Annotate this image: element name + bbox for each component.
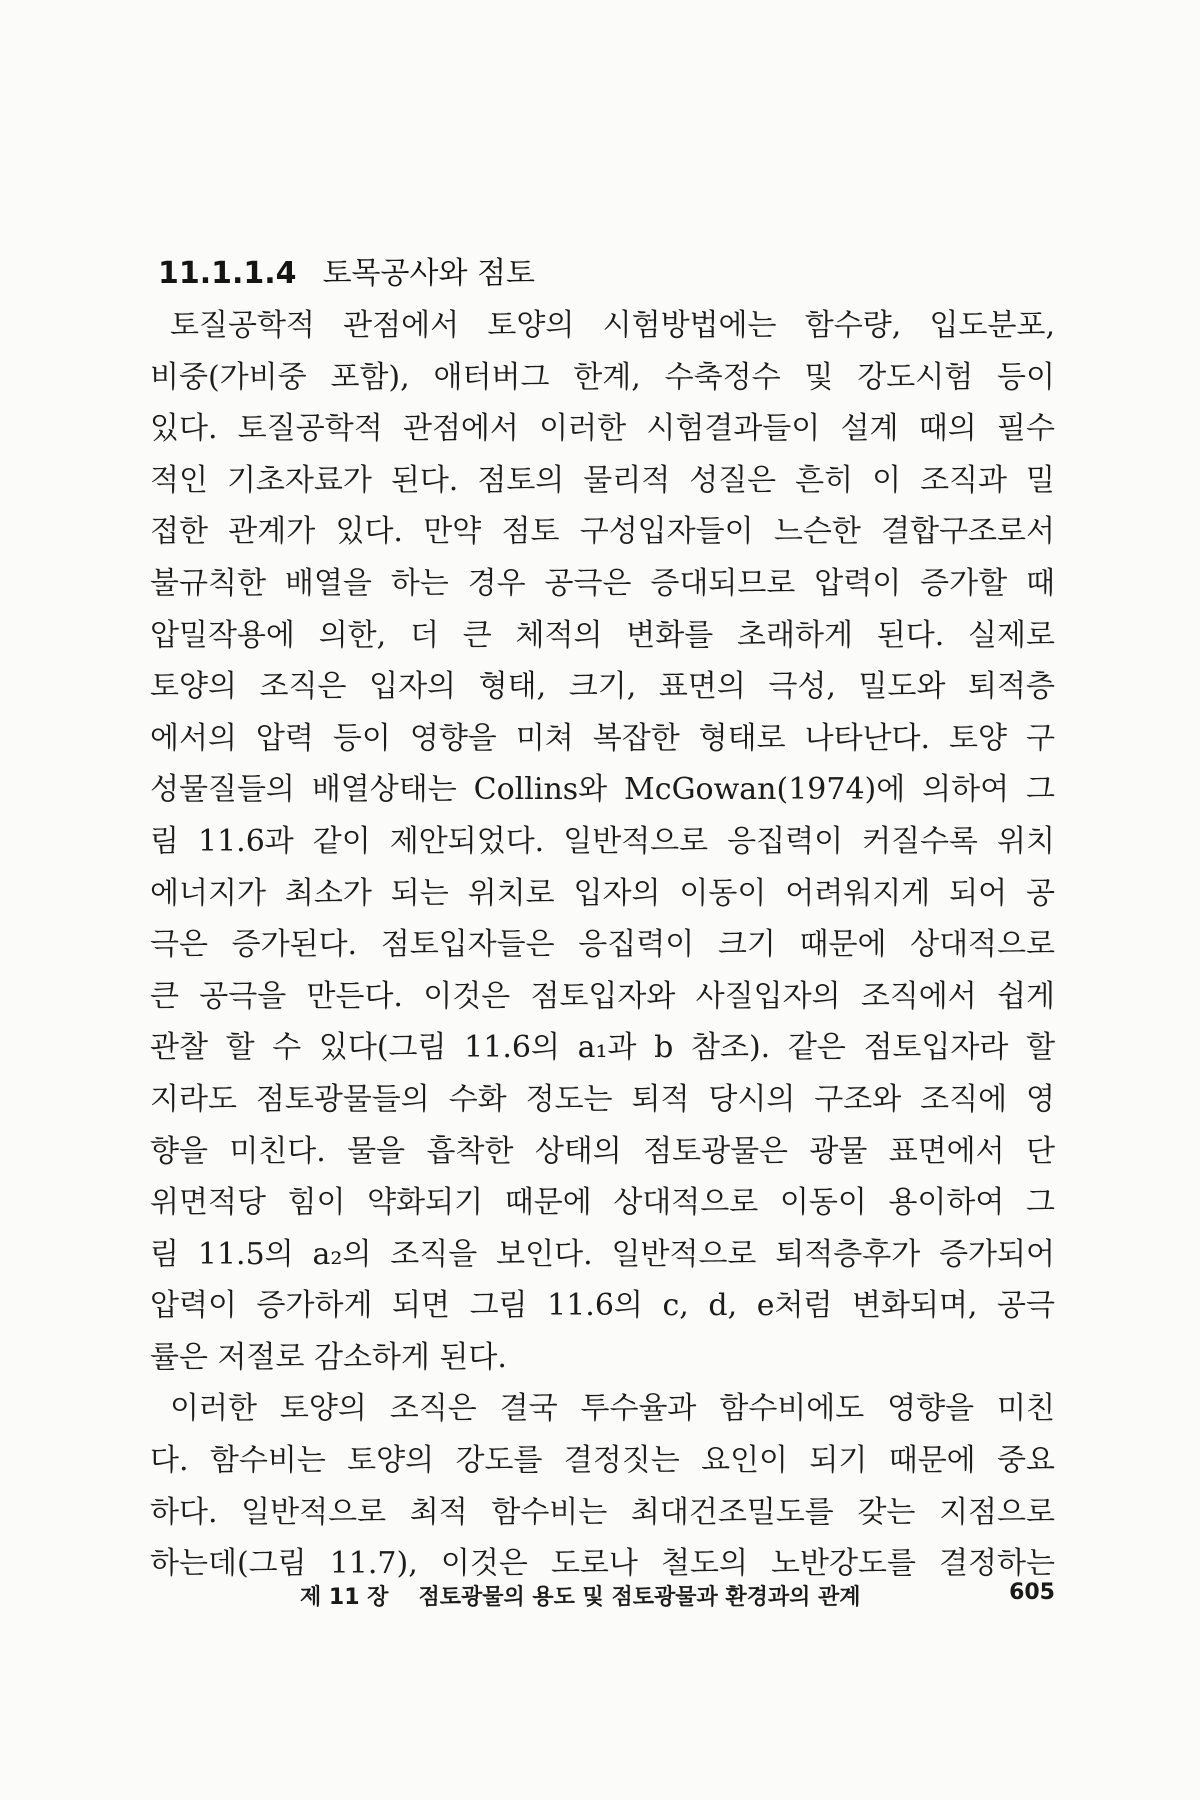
- text-line: 관찰 할 수 있다(그림 11.6의 a₁과 b 참조). 같은 점토입자라 할: [150, 1030, 1055, 1066]
- text-line: 접한 관계가 있다. 만약 점토 구성입자들이 느슨한 결합구조로서: [150, 514, 1055, 550]
- text-line: 극은 증가된다. 점토입자들은 응집력이 크기 때문에 상대적으로: [150, 927, 1055, 963]
- text-line: 림 11.6과 같이 제안되었다. 일반적으로 응집력이 커질수록 위치: [150, 823, 1055, 859]
- text-line: 다. 함수비는 토양의 강도를 결정짓는 요인이 되기 때문에 중요: [150, 1443, 1055, 1479]
- text-line: 률은 저절로 감소하게 된다.: [150, 1339, 507, 1375]
- text-line: 압력이 증가하게 되면 그림 11.6의 c, d, e처럼 변화되며, 공극: [150, 1288, 1055, 1324]
- text-line: 성물질들의 배열상태는 Collins와 McGowan(1974)에 의하여 그: [150, 772, 1055, 808]
- page-footer: [300, 1580, 1055, 1611]
- footer-chapter-title: 점토광물의 용도 및 점토광물과 환경과의 관계: [418, 1585, 861, 1610]
- text-line: 불규칙한 배열을 하는 경우 공극은 증대되므로 압력이 증가할 때: [150, 565, 1055, 601]
- text-line: 토양의 조직은 입자의 형태, 크기, 표면의 극성, 밀도와 퇴적층: [150, 669, 1055, 705]
- text-line: 에서의 압력 등이 영향을 미쳐 복잡한 형태로 나타난다. 토양 구: [150, 720, 1055, 756]
- text-line: 있다. 토질공학적 관점에서 이러한 시험결과들이 설계 때의 필수: [150, 411, 1055, 447]
- text-line: 비중(가비중 포함), 애터버그 한계, 수축정수 및 강도시험 등이: [150, 359, 1055, 395]
- page-number: 605: [1009, 1580, 1055, 1605]
- text-line: 하다. 일반적으로 최적 함수비는 최대건조밀도를 갖는 지점으로: [150, 1494, 1055, 1530]
- text-line: 위면적당 힘이 약화되기 때문에 상대적으로 이동이 용이하여 그: [150, 1185, 1055, 1221]
- text-line: 적인 기초자료가 된다. 점토의 물리적 성질은 흔히 이 조직과 밀: [150, 462, 1055, 498]
- section-title: 토목공사와 점토: [322, 256, 535, 291]
- text-line: 에너지가 최소가 되는 위치로 입자의 이동이 어려워지게 되어 공: [150, 875, 1055, 911]
- body-text: [150, 300, 1055, 1590]
- text-line: 향을 미친다. 물을 흡착한 상태의 점토광물은 광물 표면에서 단: [150, 1133, 1055, 1169]
- section-heading: [158, 248, 535, 292]
- text-line: 지라도 점토광물들의 수화 정도는 퇴적 당시의 구조와 조직에 영: [150, 1081, 1055, 1117]
- text-line: 토질공학적 관점에서 토양의 시험방법에는 함수량, 입도분포,: [170, 308, 1055, 343]
- footer-chapter: 제 11 장: [300, 1585, 389, 1610]
- text-line: 큰 공극을 만든다. 이것은 점토입자와 사질입자의 조직에서 쉽게: [150, 978, 1055, 1014]
- text-line: 림 11.5의 a₂의 조직을 보인다. 일반적으로 퇴적층후가 증가되어: [150, 1236, 1055, 1272]
- text-line: 하는데(그림 11.7), 이것은 도로나 철도의 노반강도를 결정하는: [150, 1546, 1055, 1582]
- section-number: 11.1.1.4: [158, 256, 297, 291]
- text-line: 이러한 토양의 조직은 결국 투수율과 함수비에도 영향을 미친: [170, 1391, 1055, 1427]
- text-line: 압밀작용에 의한, 더 큰 체적의 변화를 초래하게 된다. 실제로: [150, 617, 1055, 653]
